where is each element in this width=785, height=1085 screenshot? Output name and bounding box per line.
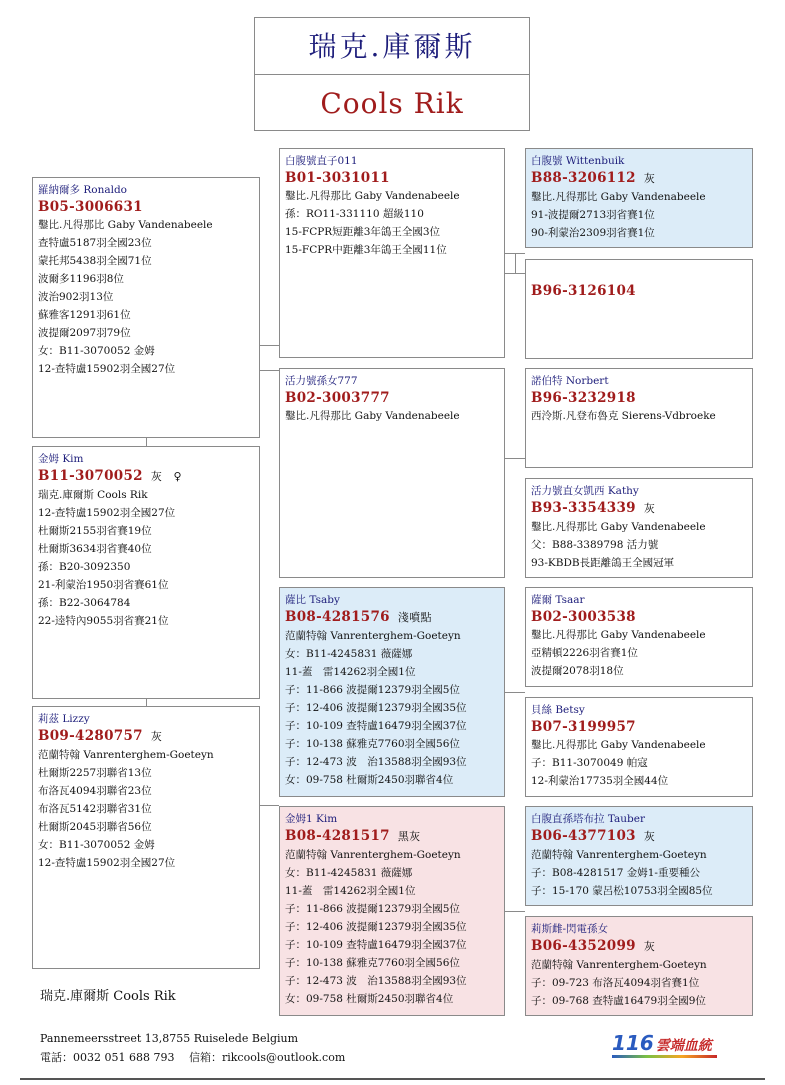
pedigree-detail-line: 93-KBDB長距離鴿王全國冠軍 [531, 557, 675, 569]
connector-line [505, 911, 525, 912]
pedigree-detail-line: 蘇雅客1291羽61位 [38, 309, 131, 321]
ring-number [38, 467, 254, 486]
pedigree-detail-line: 女：09-758 杜爾斯2450羽聯省4位 [285, 774, 454, 786]
ring-number-text: B11-3070052 [38, 468, 143, 484]
ring-number [285, 608, 499, 627]
pedigree-detail-line: 22-逵特內9055羽省賽21位 [38, 615, 169, 627]
ring-number [285, 827, 499, 846]
ring-number-text: B96-3232918 [531, 390, 636, 406]
pigeon-name: 活力號孫女777 [285, 375, 358, 387]
ring-number [531, 282, 747, 300]
pedigree-detail-line: 女：B11-4245831 薇薩娜 [285, 867, 413, 879]
pigeon-name: 羅納爾多 Ronaldo [38, 184, 127, 196]
pedigree-detail-line: 12-查特盧15902羽全國27位 [38, 857, 176, 869]
pedigree-box-sds[interactable] [525, 368, 753, 468]
pedigree-detail-line: 21-利蒙治1950羽省賽61位 [38, 579, 169, 591]
pedigree-detail-line: 女：09-758 杜爾斯2450羽聯省4位 [285, 993, 454, 1005]
pedigree-detail-line: 子：12-406 波提爾12379羽全國35位 [285, 702, 467, 714]
title-box [254, 17, 530, 131]
pedigree-detail-line: 波提爾2078羽18位 [531, 665, 624, 677]
pedigree-detail-line: 12-查特盧15902羽全國27位 [38, 507, 176, 519]
ring-number-text: B96-3126104 [531, 283, 636, 299]
pedigree-detail-line: 范蘭特翰 Vanrenterghem-Goeteyn [531, 849, 707, 861]
pedigree-detail-line: 子：12-473 波 治13588羽全國93位 [285, 756, 467, 768]
ring-number-text: B05-3006631 [38, 199, 143, 215]
address: Pannemeersstreet 13,8755 Ruiselede Belgium [40, 1032, 299, 1045]
pedigree-detail-line: 子：15-170 蒙呂松10753羽全國85位 [531, 885, 713, 897]
connector-line [260, 805, 279, 806]
ring-number-text: B08-4281576 [285, 609, 390, 625]
connector-line [146, 699, 147, 706]
pedigree-detail-line: 15-FCPR中距離3年鴿王全國11位 [285, 244, 447, 256]
ring-number [285, 169, 499, 187]
pedigree-detail-line: 11-蓋 雷14262羽全國1位 [285, 885, 416, 897]
pigeon-name: 白腹直孫塔布拉 Tauber [531, 813, 646, 825]
pedigree-detail-line: 杜爾斯2257羽聯省13位 [38, 767, 152, 779]
pedigree-detail-line: 子：12-406 波提爾12379羽全國35位 [285, 921, 467, 933]
pedigree-detail-line: 子：11-866 波提爾12379羽全國5位 [285, 903, 460, 915]
pedigree-detail-line: 父：B88-3389798 活力號 [531, 539, 659, 551]
pedigree-detail-line: 女：B11-4245831 薇薩娜 [285, 648, 413, 660]
pedigree-box-ddd[interactable] [525, 916, 753, 1016]
connector-line [515, 253, 516, 273]
pedigree-box-sire-dam[interactable] [279, 368, 505, 578]
pedigree-detail-line: 91-波提爾2713羽省賽1位 [531, 209, 655, 221]
logo-text: 雲端血統 [655, 1038, 712, 1054]
pigeon-name: 白腹號 Wittenbuik [531, 155, 625, 167]
ring-number-text: B09-4280757 [38, 728, 143, 744]
pedigree-detail-line: 布洛瓦5142羽聯省31位 [38, 803, 152, 815]
pedigree-box-dsd[interactable] [525, 697, 753, 797]
pigeon-name: 白腹號直子011 [285, 155, 358, 167]
pedigree-box-dds[interactable] [525, 806, 753, 906]
pedigree-detail-line: 子：09-723 布洛瓦4094羽省賽1位 [531, 977, 700, 989]
pedigree-detail-line: 鑿比.凡得那比 Gaby Vandenabeele [531, 629, 706, 641]
ring-number [38, 198, 254, 216]
color-label: 灰 [643, 830, 656, 843]
owner-name-english: Cools Rik [320, 87, 464, 120]
ring-number [38, 727, 254, 746]
pigeon-name: 金姆 Kim [38, 453, 84, 465]
pedigree-detail-line: 范蘭特翰 Vanrenterghem-Goeteyn [285, 849, 461, 861]
pedigree-detail-line: 范蘭特翰 Vanrenterghem-Goeteyn [531, 959, 707, 971]
logo-underline [612, 1055, 717, 1058]
color-label: 黑灰 [397, 830, 421, 843]
pedigree-detail-line: 孫：RO11-331110 超級110 [285, 208, 424, 220]
pigeon-name: 薩爾 Tsaar [531, 594, 585, 606]
pedigree-detail-line: 波提爾2097羽79位 [38, 327, 131, 339]
pedigree-detail-line: 波治902羽13位 [38, 291, 114, 303]
color-label: 灰 [150, 730, 163, 743]
pedigree-box-dam-dam[interactable] [279, 806, 505, 1016]
pedigree-detail-line: 查特盧5187羽全國23位 [38, 237, 152, 249]
pedigree-detail-line: 子：10-138 蘇雅克7760羽全國56位 [285, 957, 460, 969]
pedigree-detail-line: 子：12-473 波 治13588羽全國93位 [285, 975, 467, 987]
pedigree-detail-line: 90-利蒙治2309羽省賽1位 [531, 227, 655, 239]
pedigree-detail-line: 子：09-768 查特盧16479羽全國9位 [531, 995, 706, 1007]
logo-number: 116 [612, 1031, 654, 1055]
pedigree-detail-line: 杜爾斯2045羽聯省56位 [38, 821, 152, 833]
pedigree-detail-line: 11-蓋 雷14262羽全國1位 [285, 666, 416, 678]
pedigree-detail-line: 鑿比.凡得那比 Gaby Vandenabeele [531, 521, 706, 533]
pedigree-detail-line: 蒙托邦5438羽全國71位 [38, 255, 152, 267]
pedigree-box-dam-sire[interactable] [279, 587, 505, 797]
color-label: 灰 [643, 502, 656, 515]
pedigree-detail-line: 孫：B20-3092350 [38, 561, 131, 573]
pedigree-detail-line: 女：B11-3070052 金姆 [38, 839, 155, 851]
ring-number-text: B01-3031011 [285, 170, 390, 186]
color-label: 灰 ♀ [150, 470, 182, 483]
pigeon-name: 莉茲 Lizzy [38, 713, 90, 725]
connector-line [505, 273, 525, 274]
pedigree-detail-line: 女：B11-3070052 金姆 [38, 345, 155, 357]
ring-number [531, 608, 747, 626]
pedigree-detail-line: 鑿比.凡得那比 Gaby Vandenabeele [531, 191, 706, 203]
connector-line [260, 370, 279, 371]
connector-line [505, 458, 525, 459]
pedigree-detail-line: 12-查特盧15902羽全國27位 [38, 363, 176, 375]
ring-number-text: B93-3354339 [531, 500, 636, 516]
pedigree-box-subject[interactable] [32, 446, 260, 699]
owner-name-chinese: 瑞克.庫爾斯 [255, 18, 529, 75]
ring-number [531, 499, 747, 518]
pedigree-box-sdd[interactable] [525, 478, 753, 578]
pedigree-detail-line: 子：10-138 蘇雅克7760羽全國56位 [285, 738, 460, 750]
color-label: 灰 [643, 172, 656, 185]
pigeon-name: 貝絲 Betsy [531, 704, 585, 716]
pedigree-box-sss[interactable] [525, 148, 753, 248]
color-label: 淺噴點 [397, 611, 432, 624]
pedigree-detail-line: 子：10-109 查特盧16479羽全國37位 [285, 939, 467, 951]
pigeon-name: 金姆1 Kim [285, 813, 338, 825]
pedigree-detail-line: 15-FCPR短距離3年鴿王全國3位 [285, 226, 441, 238]
ring-number-text: B88-3206112 [531, 170, 636, 186]
pigeon-name: 諾伯特 Norbert [531, 375, 609, 387]
connector-line [260, 345, 279, 346]
pedigree-detail-line: 12-利蒙治17735羽全國44位 [531, 775, 669, 787]
pedigree-detail-line: 范蘭特翰 Vanrenterghem-Goeteyn [38, 749, 214, 761]
color-label: 灰 [643, 940, 656, 953]
pedigree-box-dss[interactable] [525, 587, 753, 687]
pedigree-box-ssd[interactable] [525, 259, 753, 359]
brand-logo[interactable] [612, 1031, 722, 1057]
pedigree-detail-line: 范蘭特翰 Vanrenterghem-Goeteyn [285, 630, 461, 642]
pedigree-box-dam[interactable] [32, 706, 260, 969]
ring-number-text: B07-3199957 [531, 719, 636, 735]
ring-number [531, 389, 747, 407]
pedigree-detail-line: 鑿比.凡得那比 Gaby Vandenabeele [285, 190, 460, 202]
pigeon-name: 莉斯雌-閃電孫女 [531, 923, 609, 935]
pedigree-detail-line: 布洛瓦4094羽聯省23位 [38, 785, 152, 797]
ring-number [531, 169, 747, 188]
ring-number-text: B08-4281517 [285, 828, 390, 844]
ring-number [531, 718, 747, 736]
pedigree-detail-line: 鑿比.凡得那比 Gaby Vandenabeele [38, 219, 213, 231]
connector-line [146, 438, 147, 446]
pedigree-detail-line: 杜爾斯3634羽省賽40位 [38, 543, 152, 555]
pedigree-detail-line: 子：11-866 波提爾12379羽全國5位 [285, 684, 460, 696]
pigeon-name: 活力號直女凱西 Kathy [531, 485, 639, 497]
pedigree-detail-line: 子：10-109 查特盧16479羽全國37位 [285, 720, 467, 732]
pedigree-detail-line: 子：B08-4281517 金姆1-重要種公 [531, 867, 700, 879]
ring-number-text: B06-4377103 [531, 828, 636, 844]
pedigree-detail-line: 子：B11-3070049 帕寇 [531, 757, 648, 769]
connector-line [505, 692, 525, 693]
pedigree-detail-line: 西泠斯.凡登布魯克 Sierens-Vdbroeke [531, 410, 716, 422]
ring-number-text: B02-3003538 [531, 609, 636, 625]
ring-number-text: B02-3003777 [285, 390, 390, 406]
pigeon-name: 薩比 Tsaby [285, 594, 340, 606]
pedigree-detail-line: 杜爾斯2155羽省賽19位 [38, 525, 152, 537]
owner-signature: 瑞克.庫爾斯 Cools Rik [40, 989, 176, 1004]
pedigree-detail-line: 瑞克.庫爾斯 Cools Rik [38, 489, 148, 501]
contact-info: 電話：0032 051 688 793 信箱：rikcools@outlook.com [40, 1051, 346, 1064]
pedigree-detail-line: 鑿比.凡得那比 Gaby Vandenabeele [285, 410, 460, 422]
ring-number [285, 389, 499, 407]
pedigree-detail-line: 鑿比.凡得那比 Gaby Vandenabeele [531, 739, 706, 751]
pedigree-detail-line: 孫：B22-3064784 [38, 597, 131, 609]
ring-number-text: B06-4352099 [531, 938, 636, 954]
pedigree-box-sire[interactable] [32, 177, 260, 438]
pedigree-detail-line: 波爾多1196羽8位 [38, 273, 124, 285]
ring-number [531, 937, 747, 956]
pedigree-detail-line: 亞精頓2226羽省賽1位 [531, 647, 638, 659]
pedigree-box-sire-sire[interactable] [279, 148, 505, 358]
bottom-divider [20, 1078, 765, 1080]
ring-number [531, 827, 747, 846]
